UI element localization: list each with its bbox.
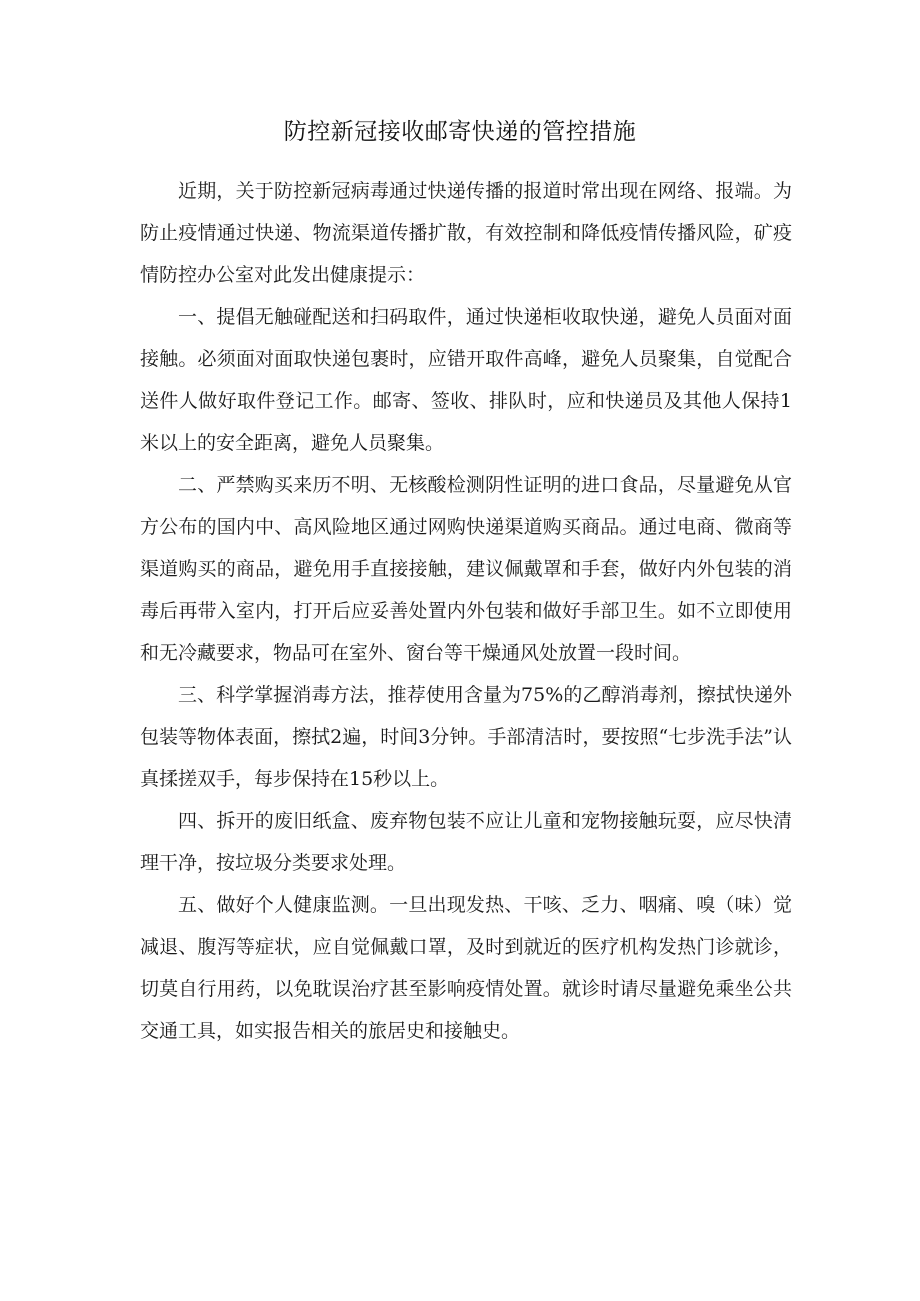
paragraph-item-2: 二、严禁购买来历不明、无核酸检测阴性证明的进口食品，尽量避免从官方公布的国内中、高风险地区通过网购快递渠道购买商品。通过电商、微商等渠道购买的商品，避免用手直接接触，建议佩戴罩和手套，做好内外包装的消毒后再带入室内，打开后应妥善处置内外包装和做好手部卫生。如不立即使用和无冷藏要求，物品可在室外、窗台等干燥通风处放置一段时间。 bbox=[140, 474, 792, 664]
paragraph-intro: 近期，关于防控新冠病毒通过快递传播的报道时常出现在网络、报端。为防止疫情通过快递、物流渠道传播扩散，有效控制和降低疫情传播风险，矿疫情防控办公室对此发出健康提示： bbox=[140, 180, 792, 286]
paragraph-item-1: 一、提倡无触碰配送和扫码取件，通过快递柜收取快递，避免人员面对面接触。必须面对面取快递包裹时，应错开取件高峰，避免人员聚集，自觉配合送件人做好取件登记工作。邮寄、签收、排队时，应和快递员及其他人保持1米以上的安全距离，避免人员聚集。 bbox=[140, 306, 792, 454]
paragraph-item-5: 五、做好个人健康监测。一旦出现发热、干咳、乏力、咽痛、嗅（味）觉减退、腹泻等症状，应自觉佩戴口罩，及时到就近的医疗机构发热门诊就诊，切莫自行用药，以免耽误治疗甚至影响疫情处置。就诊时请尽量避免乘坐公共交通工具，如实报告相关的旅居史和接触史。 bbox=[140, 894, 792, 1042]
document-body bbox=[140, 170, 792, 1052]
paragraph-item-4: 四、拆开的废旧纸盒、废弃物包装不应让儿童和宠物接触玩耍，应尽快清理干净，按垃圾分类要求处理。 bbox=[140, 810, 792, 874]
paragraph-item-3: 三、科学掌握消毒方法，推荐使用含量为75%的乙醇消毒剂，擦拭快递外包装等物体表面，擦拭2遍，时间3分钟。手部清洁时，要按照“七步洗手法”认真揉搓双手，每步保持在15秒以上。 bbox=[140, 684, 792, 790]
document-title: 防控新冠接收邮寄快递的管控措施 bbox=[283, 119, 637, 145]
